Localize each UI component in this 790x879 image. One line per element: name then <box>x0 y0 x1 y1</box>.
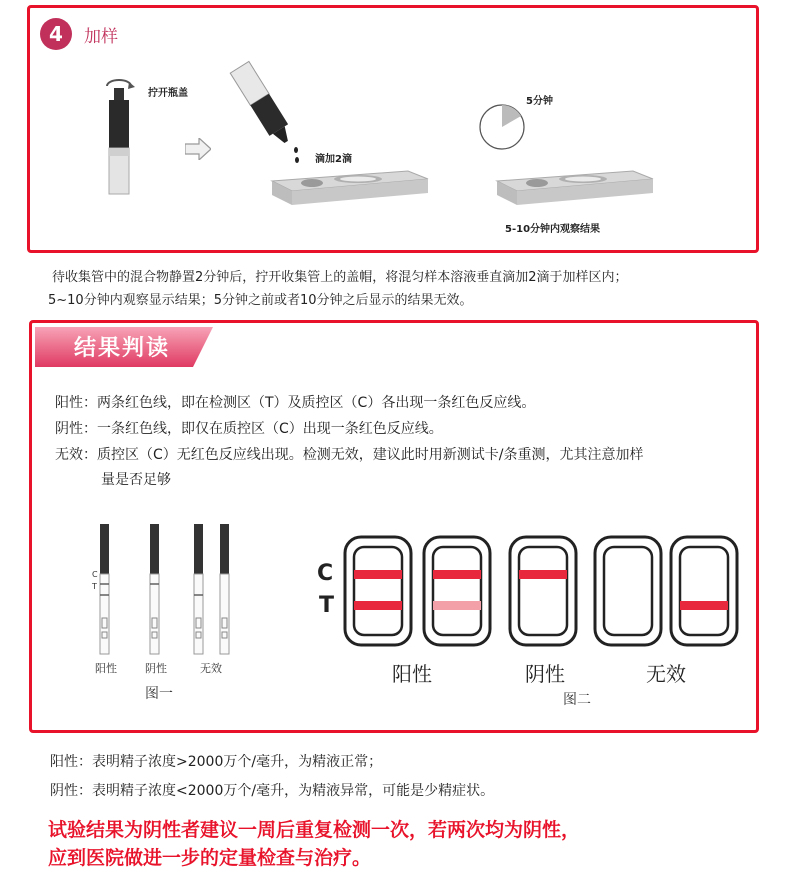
note-positive: 阳性：表明精子浓度>2000万个/毫升，为精液正常； <box>50 754 383 770</box>
fig2-t-label: T <box>319 593 335 618</box>
invalid-rule-line1: 无效：质控区（C）无红色反应线出现。检测无效，建议此时用新测试卡/条重测，尤其注意加样 <box>55 447 644 463</box>
positive-rule: 阳性：两条红色线，即在检测区（T）及质控区（C）各出现一条红色反应线。 <box>55 395 536 411</box>
strip-negative <box>150 524 159 654</box>
fig1-label-invalid: 无效 <box>200 662 222 675</box>
negative-rule: 阴性：一条红色线，即仅在质控区（C）出现一条红色反应线。 <box>55 421 443 437</box>
strip-positive <box>100 524 109 654</box>
arrow-right-icon <box>185 138 211 160</box>
cassette-1 <box>345 537 411 645</box>
step-number-badge: 4 <box>40 18 72 50</box>
figure-2-cassettes <box>340 535 745 650</box>
fig2-label-positive: 阳性 <box>392 662 432 686</box>
timer-icon <box>478 103 526 151</box>
t-line-5 <box>680 601 728 610</box>
fig1-label-negative: 阴性 <box>145 662 167 675</box>
strip-c-label: C <box>92 570 98 579</box>
minutes-label: 5分钟 <box>526 96 553 107</box>
open-cap-label: 拧开瓶盖 <box>148 88 188 99</box>
strip-invalid-2 <box>220 524 229 654</box>
c-line-3 <box>519 570 567 579</box>
fig2-caption: 图二 <box>563 692 591 708</box>
figure-1-strips <box>90 520 250 660</box>
note-negative: 阴性：表明精子浓度<2000万个/毫升，为精液异常，可能是少精症状。 <box>50 783 495 799</box>
test-card-result-illustration <box>493 163 655 209</box>
fig2-label-invalid: 无效 <box>646 662 686 686</box>
results-banner-title: 结果判读 <box>74 336 171 361</box>
cassette-5 <box>671 537 737 645</box>
cassette-4 <box>595 537 661 645</box>
fig2-c-label: C <box>317 561 334 586</box>
invalid-rule-line2: 量是否足够 <box>101 472 171 488</box>
advice-line2: 应到医院做进一步的定量检查与治疗。 <box>48 847 372 869</box>
fig2-label-negative: 阴性 <box>525 662 565 686</box>
add-drops-label: 滴加2滴 <box>315 154 352 165</box>
test-card-illustration <box>268 163 430 209</box>
t-line-1 <box>354 601 402 610</box>
t-line-2 <box>433 601 481 610</box>
fig1-label-positive: 阳性 <box>95 662 117 675</box>
dropper-illustration <box>220 58 310 168</box>
advice-line1: 试验结果为阴性者建议一周后重复检测一次，若两次均为阴性， <box>48 819 581 841</box>
tube-illustration <box>95 78 145 198</box>
step-title: 加样 <box>84 27 118 47</box>
cassette-3 <box>510 537 576 645</box>
cassette-2 <box>424 537 490 645</box>
step-description-line1: 待收集管中的混合物静置2分钟后，拧开收集管上的盖帽，将混匀样本溶液垂直滴加2滴于加样区内； <box>52 270 628 285</box>
observe-label: 5-10分钟内观察结果 <box>505 224 601 235</box>
c-line-2 <box>433 570 481 579</box>
strip-t-label: T <box>92 582 97 591</box>
c-line-1 <box>354 570 402 579</box>
fig1-caption: 图一 <box>145 686 173 702</box>
step-description-line2: 5~10分钟内观察显示结果；5分钟之前或者10分钟之后显示的结果无效。 <box>48 293 473 308</box>
strip-invalid-1 <box>194 524 203 654</box>
